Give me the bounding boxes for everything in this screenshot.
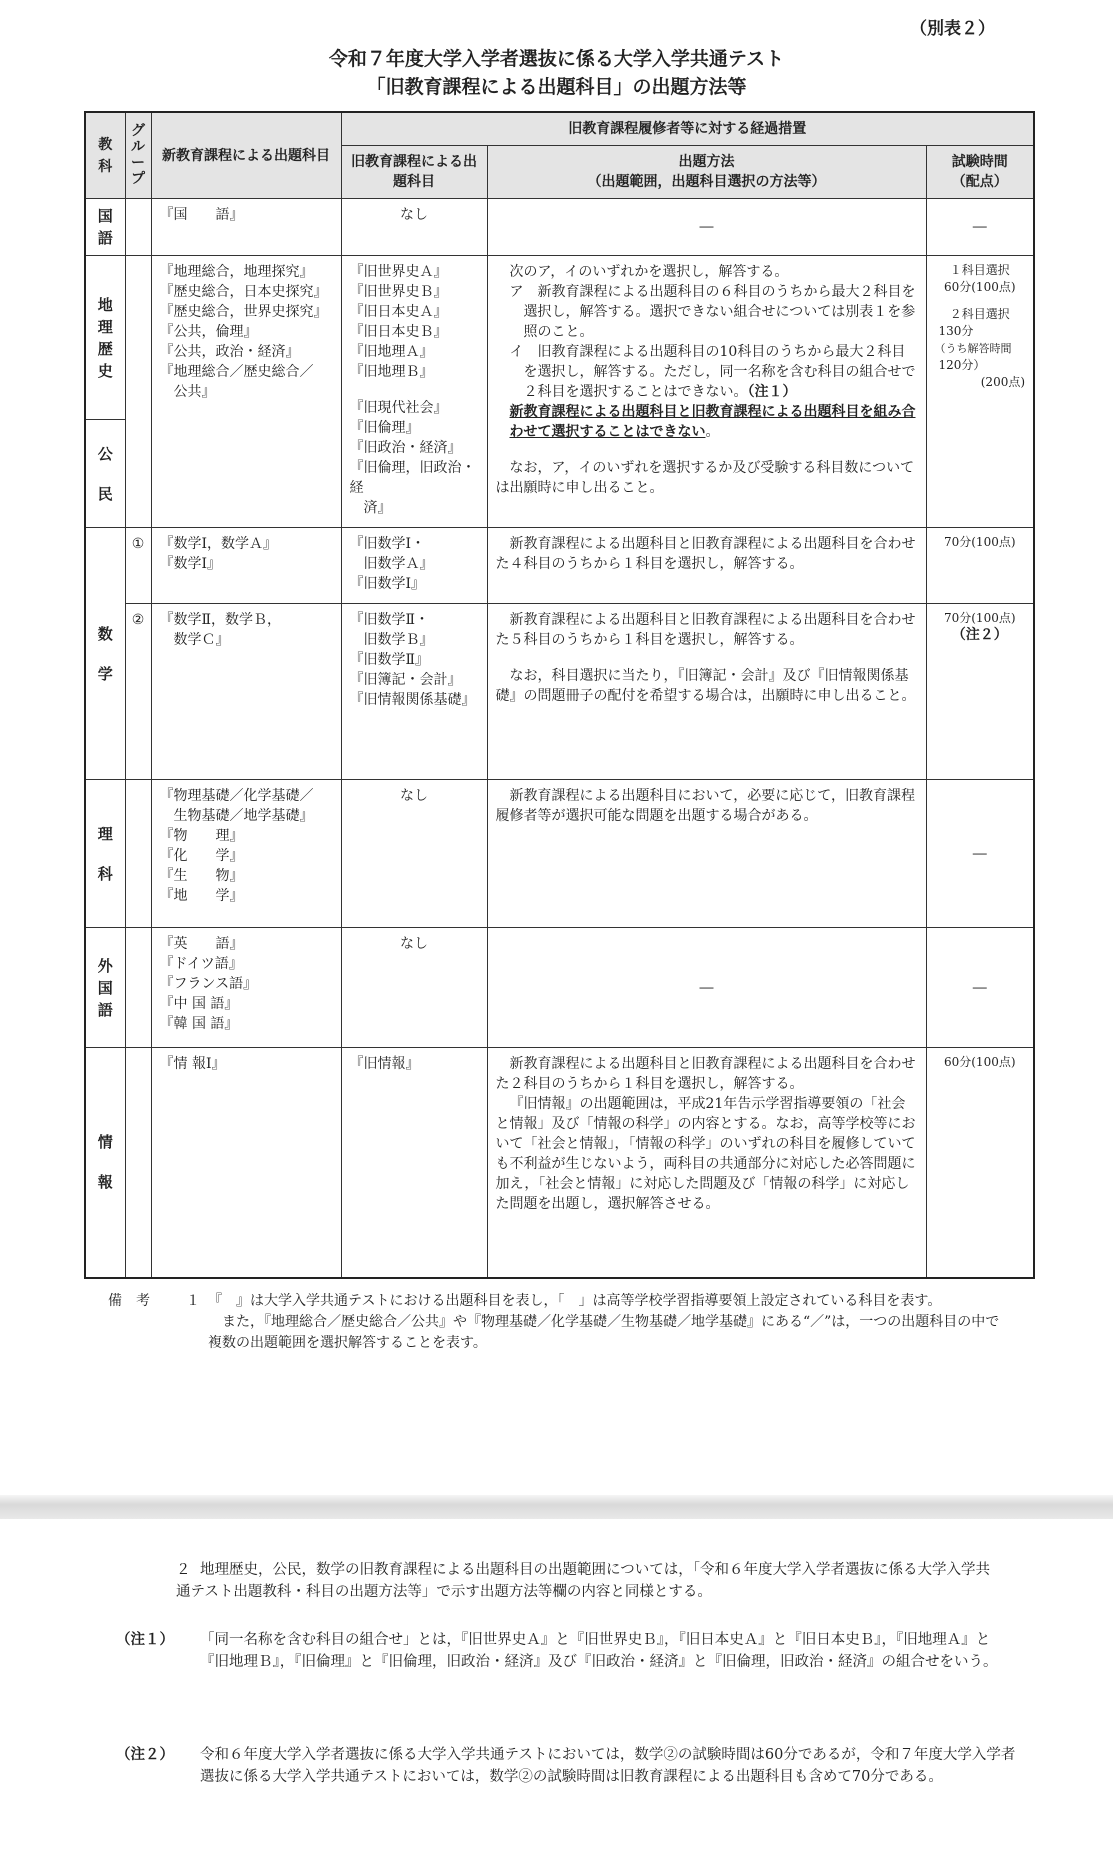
header-old-subjects: 旧教育課程による出題科目: [341, 146, 487, 199]
header-transition: 旧教育課程履修者等に対する経過措置: [341, 112, 1034, 146]
old-subject-cell: 『旧数学Ⅰ・ 旧数学Ａ』 『旧数学Ⅰ』: [341, 528, 487, 604]
time-cell: ―: [926, 199, 1034, 256]
subject-sugaku: 数学: [85, 528, 125, 780]
header-method: 出題方法 （出題範囲，出題科目選択の方法等）: [487, 146, 926, 199]
exam-method-table: [84, 111, 1035, 1279]
method-cell: 次のア，イのいずれかを選択し，解答する。 ア 新教育課程による出題科目の６科目のうちから最大２科目を選択し，解答する。選択できない組合せについては別表１を参照のこと。 イ 旧教育課程による出題科目の10科目のうちから最大２科目を選択し，解答する。ただし，同一名称を含む科目の組合せで２科目を選択することはできない。（注１） 新教育課程による出題科目と旧教育課程による出題科目を組み合わせて選択することはできない。 なお，ア，イのいずれを選択するか及び受験する科目数については出願時に申し出ること。: [487, 256, 926, 528]
header-time: 試験時間 （配点）: [926, 146, 1034, 199]
time-cell: ―: [926, 780, 1034, 928]
new-subject-cell: 『地理総合，地理探究』 『歴史総合，日本史探究』 『歴史総合，世界史探究』 『公共，倫理』 『公共，政治・経済』 『地理総合／歴史総合／ 公共』: [151, 256, 341, 528]
new-subject-cell: 『英 語』 『ドイツ語』 『フランス語』 『中 国 語』 『韓 国 語』: [151, 928, 341, 1048]
time-cell: １科目選択 60分(100点) ２科目選択 130分 （うち解答時間 120分） (200点): [926, 256, 1034, 528]
time-cell: 60分(100点): [926, 1048, 1034, 1278]
subject-komin: 公民: [85, 420, 125, 528]
time-cell: ―: [926, 928, 1034, 1048]
new-subject-cell: 『国 語』: [151, 199, 341, 256]
document-title-line1: 令和７年度大学入学者選抜に係る大学入学共通テスト: [328, 48, 785, 70]
method-cell: 新教育課程による出題科目と旧教育課程による出題科目を合わせた２科目のうちから１科目を選択し，解答する。 『旧情報』の出題範囲は，平成21年告示学習指導要領の「社会と情報」及び「情報の科学」の内容とする。なお，高等学校等において「社会と情報」，「情報の科学」のいずれの科目を履修していても不利益が生じないよう，両科目の共通部分に対応した必答問題に加え，「社会と情報」に対応した問題及び「情報の科学」に対応した問題を出題し，選択解答させる。: [487, 1048, 926, 1278]
table-row-kokugo: [85, 199, 1034, 256]
method-cell: ―: [487, 928, 926, 1048]
method-cell: 新教育課程による出題科目と旧教育課程による出題科目を合わせた４科目のうちから１科目を選択し，解答する。: [487, 528, 926, 604]
table-row-rika: [85, 780, 1034, 928]
remarks: 備 考 １ 『 』は大学入学共通テストにおける出題科目を表し，「 」は高等学校学習指導要領上設定されている科目を表す。 また，『地理総合／歴史総合／公共』や『物理基礎／化学基礎／生物基礎／地学基礎』にある“／”は，一つの出題科目の中で複数の出題範囲を選択解答することを表す。: [108, 1291, 1008, 1354]
new-subject-cell: 『数学Ⅰ，数学Ａ』 『数学Ⅰ』: [151, 528, 341, 604]
header-new-subjects: 新教育課程による出題科目: [151, 112, 341, 199]
page-break: [0, 1495, 1113, 1519]
subject-chireki: 地理歴史: [85, 256, 125, 420]
subject-rika: 理科: [85, 780, 125, 928]
note1-ref: （注１）: [747, 384, 797, 400]
table-row-gaikokugo: [85, 928, 1034, 1048]
table-row-sugaku-1: [85, 528, 1034, 604]
old-subject-cell: 『旧情報』: [341, 1048, 487, 1278]
header-kyouka: 教科: [85, 112, 125, 199]
old-subject-cell: なし: [341, 199, 487, 256]
remark-2: ２ 地理歴史，公民，数学の旧教育課程による出題科目の出題範囲については，「令和６年度大学入学者選抜に係る大学入学共通テスト出題教科・科目の出題方法等」で示す出題方法等欄の内容と同様とする。: [176, 1562, 990, 1600]
new-subject-cell: 『物理基礎／化学基礎／ 生物基礎／地学基礎』 『物 理』 『化 学』 『生 物』 『地 学』: [151, 780, 341, 928]
note-2: （注２） 令和６年度大学入学者選抜に係る大学入学共通テストにおいては，数学②の試験時間は60分であるが，令和７年度大学入学者選抜に係る大学入学共通テストにおいては，数学②の試験時間は旧教育課程による出題科目も含めて70分である。: [116, 1747, 1016, 1785]
subject-joho: 情報: [85, 1048, 125, 1278]
subject-kokugo: 国語: [85, 199, 125, 256]
subject-gaikokugo: 外国語: [85, 928, 125, 1048]
remark-1-cont: また，『地理総合／歴史総合／公共』や『物理基礎／化学基礎／生物基礎／地学基礎』にある“／”は，一つの出題科目の中で複数の出題範囲を選択解答することを表す。: [208, 1314, 1000, 1351]
method-cell: 新教育課程による出題科目において，必要に応じて，旧教育課程履修者等が選択可能な問題を出題する場合がある。: [487, 780, 926, 928]
note2-ref: （注２）: [951, 627, 1008, 643]
group-2: ②: [125, 604, 151, 780]
old-subject-cell: 『旧世界史Ａ』 『旧世界史Ｂ』 『旧日本史Ａ』 『旧日本史Ｂ』 『旧地理Ａ』 『旧地理Ｂ』 『旧現代社会』 『旧倫理』 『旧政治・経済』 『旧倫理，旧政治・経 済』: [341, 256, 487, 528]
table-row-chireki: [85, 256, 1034, 420]
remark-1: 『 』は大学入学共通テストにおける出題科目を表し，「 」は高等学校学習指導要領上設定されている科目を表す。: [208, 1293, 942, 1309]
new-subject-cell: 『情 報Ⅰ』: [151, 1048, 341, 1278]
group-1: ①: [125, 528, 151, 604]
header-group: グループ: [125, 112, 151, 199]
table-row-sugaku-2: [85, 604, 1034, 780]
old-subject-cell: なし: [341, 780, 487, 928]
remarks-label: 備 考: [108, 1293, 150, 1309]
old-subject-cell: 『旧数学Ⅱ・ 旧数学Ｂ』 『旧数学Ⅱ』 『旧簿記・会計』 『旧情報関係基礎』: [341, 604, 487, 780]
document-page-bottom: [0, 1519, 1113, 1874]
method-cell: ―: [487, 199, 926, 256]
time-cell: 70分(100点) （注２）: [926, 604, 1034, 780]
method-cell: 新教育課程による出題科目と旧教育課程による出題科目を合わせた５科目のうちから１科目を選択し，解答する。 なお，科目選択に当たり，『旧簿記・会計』及び『旧情報関係基礎』の問題冊子の配付を希望する場合は，出願時に申し出ること。: [487, 604, 926, 780]
table-row-joho: [85, 1048, 1034, 1278]
new-subject-cell: 『数学Ⅱ，数学Ｂ， 数学Ｃ』: [151, 604, 341, 780]
time-cell: 70分(100点): [926, 528, 1034, 604]
appendix-label: （別表２）: [910, 19, 995, 39]
document-title-line2: 「旧教育課程による出題科目」の出題方法等: [366, 76, 747, 98]
note-1: （注１） 「同一名称を含む科目の組合せ」とは，『旧世界史Ａ』と『旧世界史Ｂ』，『旧日本史Ａ』と『旧日本史Ｂ』，『旧地理Ａ』と『旧地理Ｂ』，『旧倫理』と『旧倫理，旧政治・経済』及び『旧政治・経済』と『旧倫理，旧政治・経済』の組合せをいう。: [116, 1632, 998, 1670]
old-subject-cell: なし: [341, 928, 487, 1048]
restriction-notice: 新教育課程による出題科目と旧教育課程による出題科目を組み合わせて選択することはできない: [509, 404, 916, 440]
